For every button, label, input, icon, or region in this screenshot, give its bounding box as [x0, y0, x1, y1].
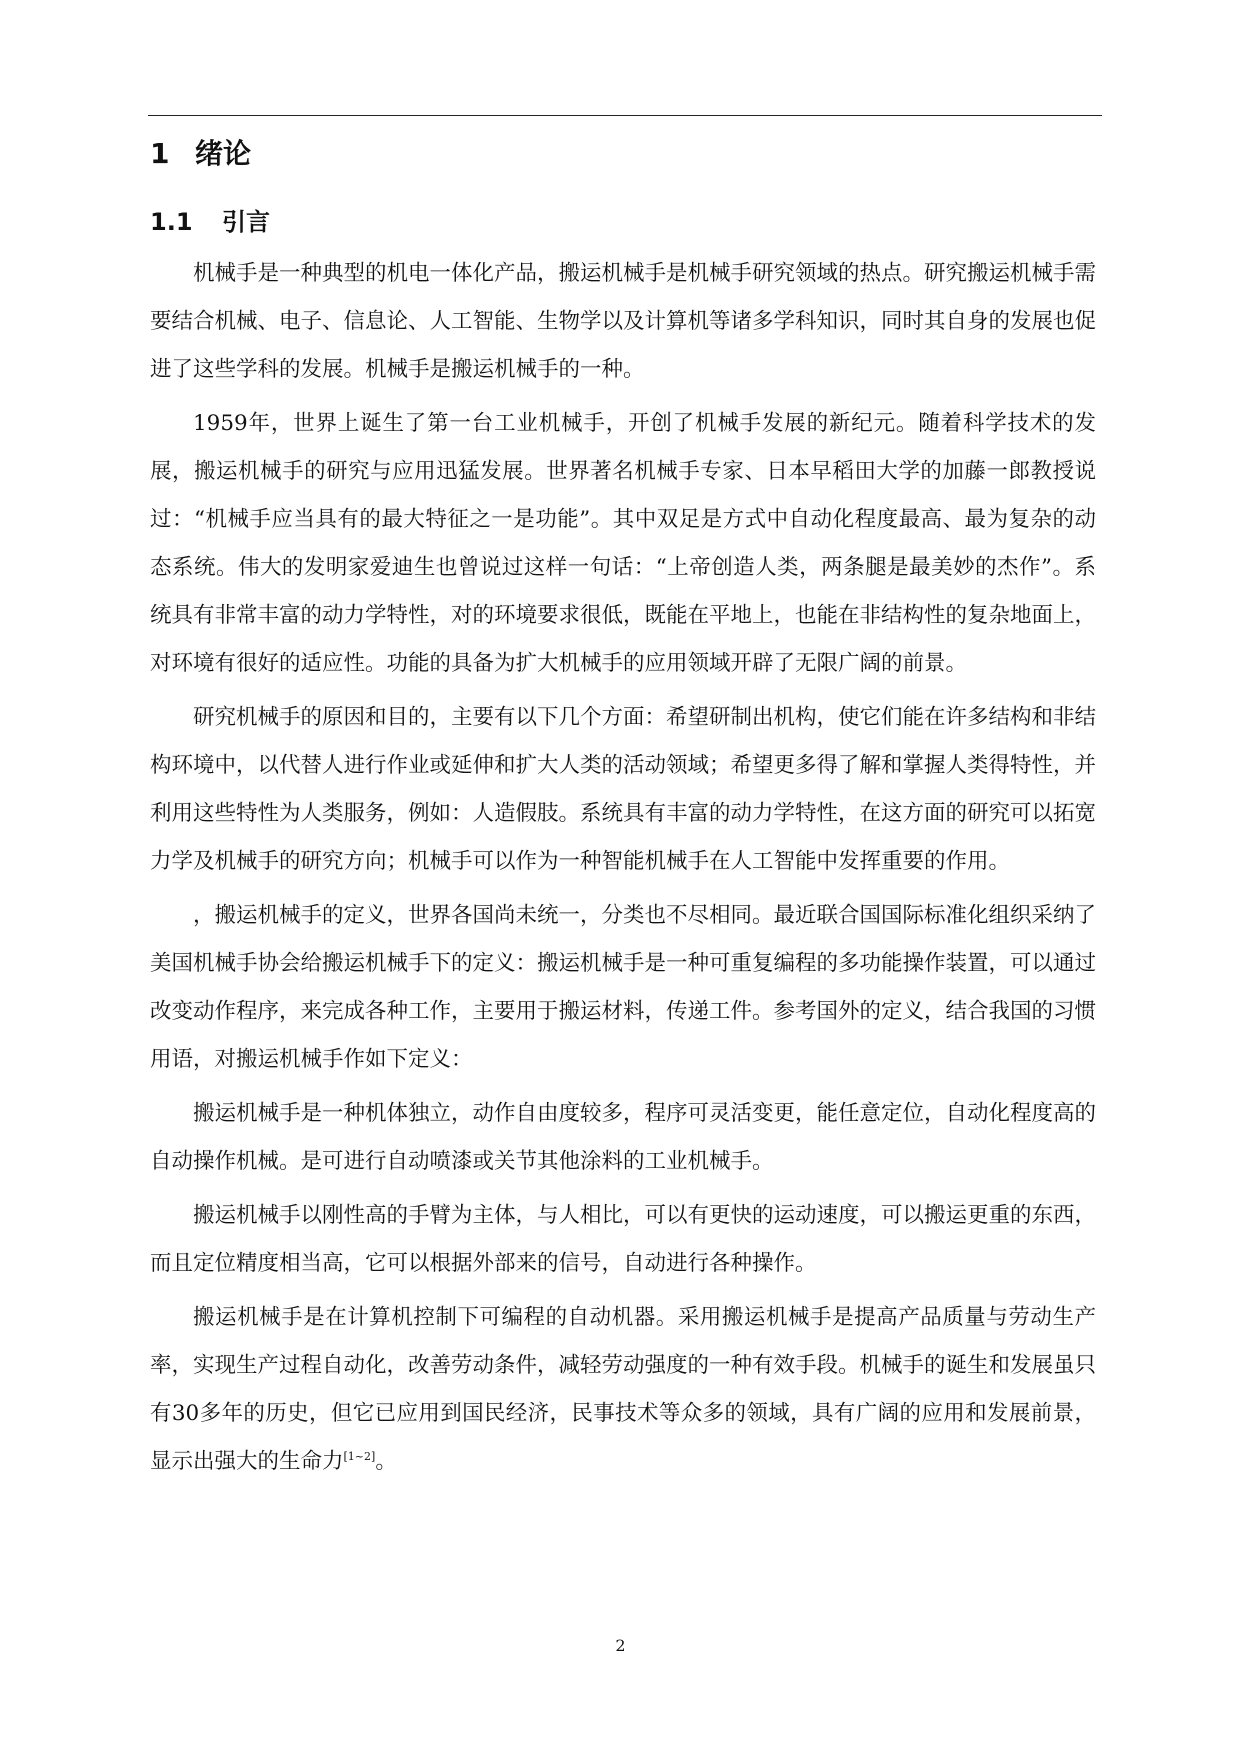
page-number: 2: [615, 1636, 626, 1655]
chapter-number: 1: [150, 137, 170, 170]
page-content: [150, 128, 1096, 1492]
paragraph-with-citation: [150, 1294, 1096, 1486]
section-title: 引言: [222, 208, 270, 236]
final-punctuation: 。: [375, 1449, 397, 1474]
section-number: 1.1: [150, 208, 193, 236]
chapter-title: 绪论: [195, 137, 252, 170]
paragraph: 搬运机械手以刚性高的手臂为主体，与人相比，可以有更快的运动速度，可以搬运更重的东西，而且定位精度相当高，它可以根据外部来的信号，自动进行各种操作。: [150, 1203, 1097, 1276]
paragraph: 机械手是一种典型的机电一体化产品，搬运机械手是机械手研究领域的热点。研究搬运机械手需要结合机械、电子、信息论、人工智能、生物学以及计算机等诸多学科知识，同时其自身的发展也促进了这些学科的发展。机械手是搬运机械手的一种。: [150, 261, 1097, 382]
paragraph: 搬运机械手是一种机体独立，动作自由度较多，程序可灵活变更，能任意定位，自动化程度高的自动操作机械。是可进行自动喷漆或关节其他涂料的工业机械手。: [150, 1101, 1097, 1174]
paragraph-text: 搬运机械手是在计算机控制下可编程的自动机器。采用搬运机械手是提高产品质量与劳动生产率，实现生产过程自动化，改善劳动条件，减轻劳动强度的一种有效手段。机械手的诞生和发展虽只有30多年的历史，但它已应用到国民经济，民事技术等众多的领域，具有广阔的应用和发展前景，显示出强大的生命力: [150, 1305, 1097, 1474]
paragraph: 1959年，世界上诞生了第一台工业机械手，开创了机械手发展的新纪元。随着科学技术的发展，搬运机械手的研究与应用迅猛发展。世界著名机械手专家、日本早稻田大学的加藤一郎教授说过：“机械手应当具有的最大特征之一是功能”。其中双足是方式中自动化程度最高、最为复杂的动态系统。伟大的发明家爱迪生也曾说过这样一句话：“上帝创造人类，两条腿是最美妙的杰作”。系统具有非常丰富的动力学特性，对的环境要求很低，既能在平地上，也能在非结构性的复杂地面上，对环境有很好的适应性。功能的具备为扩大机械手的应用领域开辟了无限广阔的前景。: [150, 411, 1097, 676]
header-rule: [148, 115, 1102, 116]
citation-reference: [1~2]: [343, 1449, 376, 1463]
paragraph: 研究机械手的原因和目的，主要有以下几个方面：希望研制出机构，使它们能在许多结构和非结构环境中，以代替人进行作业或延伸和扩大人类的活动领域；希望更多得了解和掌握人类得特性，并利用这些特性为人类服务，例如：人造假肢。系统具有丰富的动力学特性，在这方面的研究可以拓宽力学及机械手的研究方向；机械手可以作为一种智能机械手在人工智能中发挥重要的作用。: [150, 705, 1097, 874]
paragraph: ，搬运机械手的定义，世界各国尚未统一，分类也不尽相同。最近联合国国际标准化组织采纳了美国机械手协会给搬运机械手下的定义：搬运机械手是一种可重复编程的多功能操作装置，可以通过改变动作程序，来完成各种工作，主要用于搬运材料，传递工件。参考国外的定义，结合我国的习惯用语，对搬运机械手作如下定义：: [150, 903, 1097, 1072]
chapter-heading: [150, 134, 1096, 174]
section-heading: [150, 204, 1096, 240]
